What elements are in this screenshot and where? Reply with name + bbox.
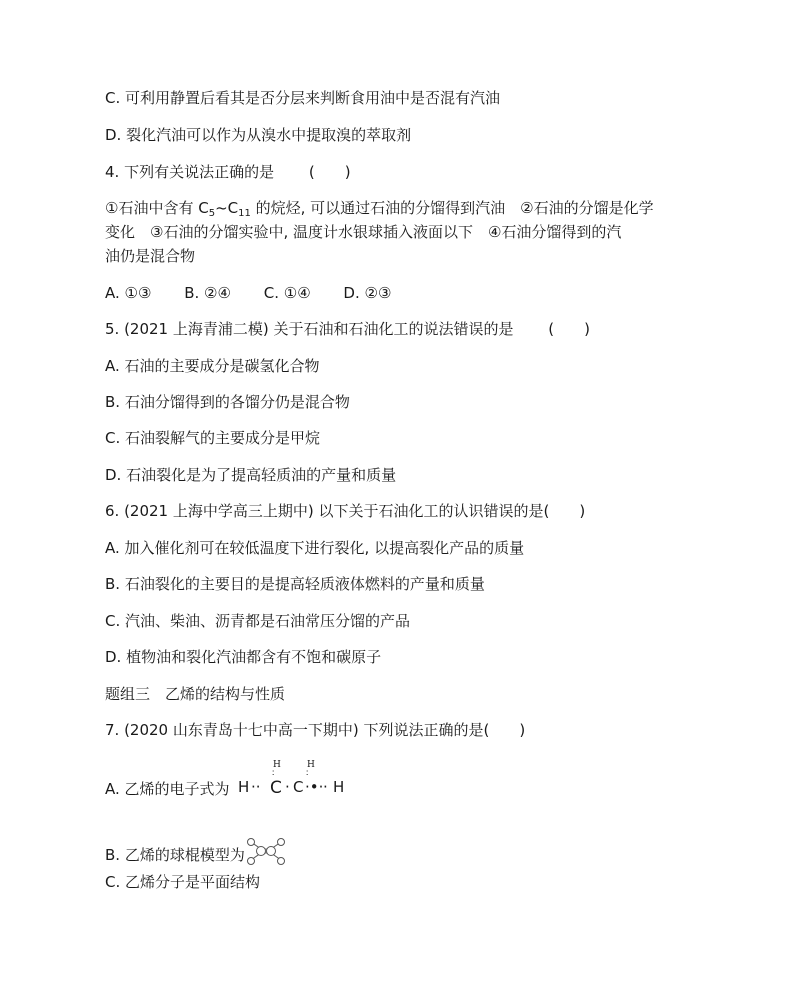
q5-option-d: D. 石油裂化是为了提高轻质油的产量和质量 (105, 466, 397, 484)
q4-answer-paren: ( ) (308, 163, 351, 181)
q4-option-d: D. ②③ (343, 284, 392, 302)
lewis-h-top-1: H (273, 760, 281, 770)
q6-option-b: B. 石油裂化的主要目的是提高轻质液体燃料的产量和质量 (105, 575, 485, 593)
lewis-dots-1: ·· (251, 778, 261, 796)
q4-s1-text-b: 的烷烃, 可以通过石油的分馏得到汽油 ②石油的分馏是化学 (250, 199, 654, 217)
q5-option-c: C. 石油裂解气的主要成分是甲烷 (105, 429, 321, 447)
q4-s1-tilde: ~C (215, 199, 239, 217)
q7-stem: 7. (2020 山东青岛十七中高一下期中) 下列说法正确的是( ) (105, 721, 526, 739)
q4-option-b: B. ②④ (184, 284, 231, 302)
q6-stem: 6. (2021 上海中学高三上期中) 以下关于石油化工的认识错误的是( ) (105, 502, 586, 520)
q4-options (105, 283, 419, 303)
lewis-dots-2: · (285, 778, 290, 796)
q3-option-d: D. 裂化汽油可以作为从溴水中提取溴的萃取剂 (105, 126, 412, 144)
q4-statement-line-2: 变化 ③石油的分馏实验中, 温度计水银球插入液面以下 ④石油分馏得到的汽 (105, 223, 622, 241)
q7-option-a (105, 760, 365, 800)
q6-option-c: C. 汽油、柴油、沥青都是石油常压分馏的产品 (105, 612, 411, 630)
q4-stem-text: 4. 下列有关说法正确的是 (105, 163, 275, 181)
q4-s1-sub-5: 5 (208, 208, 216, 219)
q4-option-a: A. ①③ (105, 284, 152, 302)
q5-stem-text: 5. (2021 上海青浦二模) 关于石油和石油化工的说法错误的是 (105, 320, 514, 338)
q7-option-c: C. 乙烯分子是平面结构 (105, 873, 261, 891)
q5-stem (105, 319, 590, 339)
q7-option-b-prefix: B. 乙烯的球棍模型为 (105, 846, 245, 864)
lewis-c-1: C (270, 778, 282, 798)
lewis-h-left: H (238, 778, 250, 796)
lewis-dots-3: ·•· (305, 778, 324, 796)
ethylene-ball-stick-model (245, 836, 287, 868)
lewis-h-top-2: H (307, 760, 315, 770)
q7-option-b (105, 836, 287, 868)
q4-s1-text-a: ①石油中含有 C (105, 199, 209, 217)
q4-statement-line-3: 油仍是混合物 (105, 247, 196, 265)
lewis-h-right: H (333, 778, 345, 796)
q6-option-d: D. 植物油和裂化汽油都含有不饱和碳原子 (105, 648, 382, 666)
lewis-dots-top-2: ∶ (306, 769, 309, 779)
q4-statement-line-1 (105, 198, 654, 224)
q6-option-a: A. 加入催化剂可在较低温度下进行裂化, 以提高裂化产品的质量 (105, 539, 525, 557)
q4-s1-sub-11: 11 (238, 208, 251, 219)
q4-option-c: C. ①④ (263, 284, 311, 302)
q7-option-a-prefix: A. 乙烯的电子式为 (105, 780, 230, 798)
lewis-dots-top-1: ∶ (272, 769, 275, 779)
q5-option-b: B. 石油分馏得到的各馏分仍是混合物 (105, 393, 350, 411)
q5-option-a: A. 石油的主要成分是碳氢化合物 (105, 357, 320, 375)
q5-answer-paren: ( ) (548, 320, 590, 338)
group3-heading: 题组三 乙烯的结构与性质 (105, 685, 286, 703)
lewis-dots-4: · (323, 778, 328, 796)
q3-option-c: C. 可利用静置后看其是否分层来判断食用油中是否混有汽油 (105, 89, 501, 107)
lewis-c-2: C (293, 778, 304, 796)
q4-stem (105, 162, 351, 182)
